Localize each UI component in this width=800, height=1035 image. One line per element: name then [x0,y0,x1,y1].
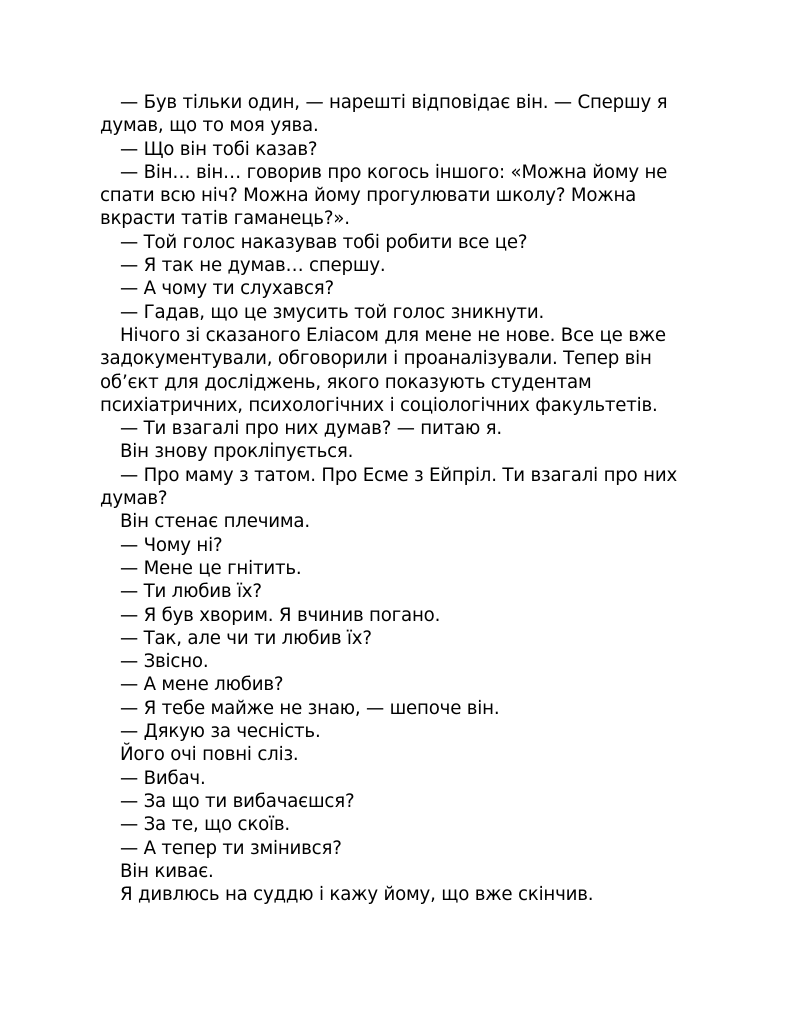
paragraph: — Мене це гнітить. [120,557,302,579]
paragraph: — Чому ні? [120,534,223,556]
paragraph: — Я так не думав… спершу. [120,255,386,277]
paragraph: — Я тебе майже не знаю, — шепоче він. [120,697,500,719]
paragraph: Він знову проклiпується. [120,441,354,463]
paragraph: — За що ти вибачаєшся? [120,790,355,812]
paragraph: — Він… він… говорив про когось іншого: «Можна йому не спати всю ніч? Можна йому прогулювати школу? Можна вкрасти татів гаманець?». [100,161,668,230]
paragraph: — Дякую за чесність. [120,721,321,743]
paragraph: — Ти взагалі про них думав? — питаю я. [120,418,502,440]
paragraph: Я дивлюсь на суддю і кажу йому, що вже скінчив. [120,884,594,906]
paragraph: Його очі повні сліз. [120,744,299,766]
paragraph: Нічого зі сказаного Еліасом для мене не нове. Все це вже задокументували, обговорили і проаналізували. Тепер він об’єкт для досліджень, якого показують студентам психіатричних, психологічних і соціологічних факультетів. [100,324,666,416]
paragraph: — Гадав, що це змусить той голос зникнути. [120,301,545,323]
paragraph: Він киває. [120,860,214,882]
page-body [100,91,700,906]
paragraph: — Я був хворим. Я вчинив погано. [120,604,441,626]
paragraph: — Так, але чи ти любив їх? [120,627,372,649]
paragraph: — За те, що скоїв. [120,814,291,836]
paragraph: Він стенає плечима. [120,511,310,533]
paragraph: — Був тільки один, — нарешті відповідає він. — Спершу я думав, що то моя уява. [100,92,668,137]
paragraph: — Про маму з татом. Про Есме з Ейпріл. Ти взагалі про них думав? [100,464,678,510]
paragraph: — А чому ти слухався? [120,278,334,300]
paragraph: — Той голос наказував тобі робити все це? [120,231,528,253]
paragraph: — Звісно. [120,651,209,673]
paragraph: — Що він тобі казав? [120,138,318,160]
paragraph: — А мене любив? [120,674,284,696]
paragraph: — А тепер ти змінився? [120,837,342,859]
paragraph: — Вибач. [120,767,206,789]
paragraph: — Ти любив їх? [120,581,262,603]
